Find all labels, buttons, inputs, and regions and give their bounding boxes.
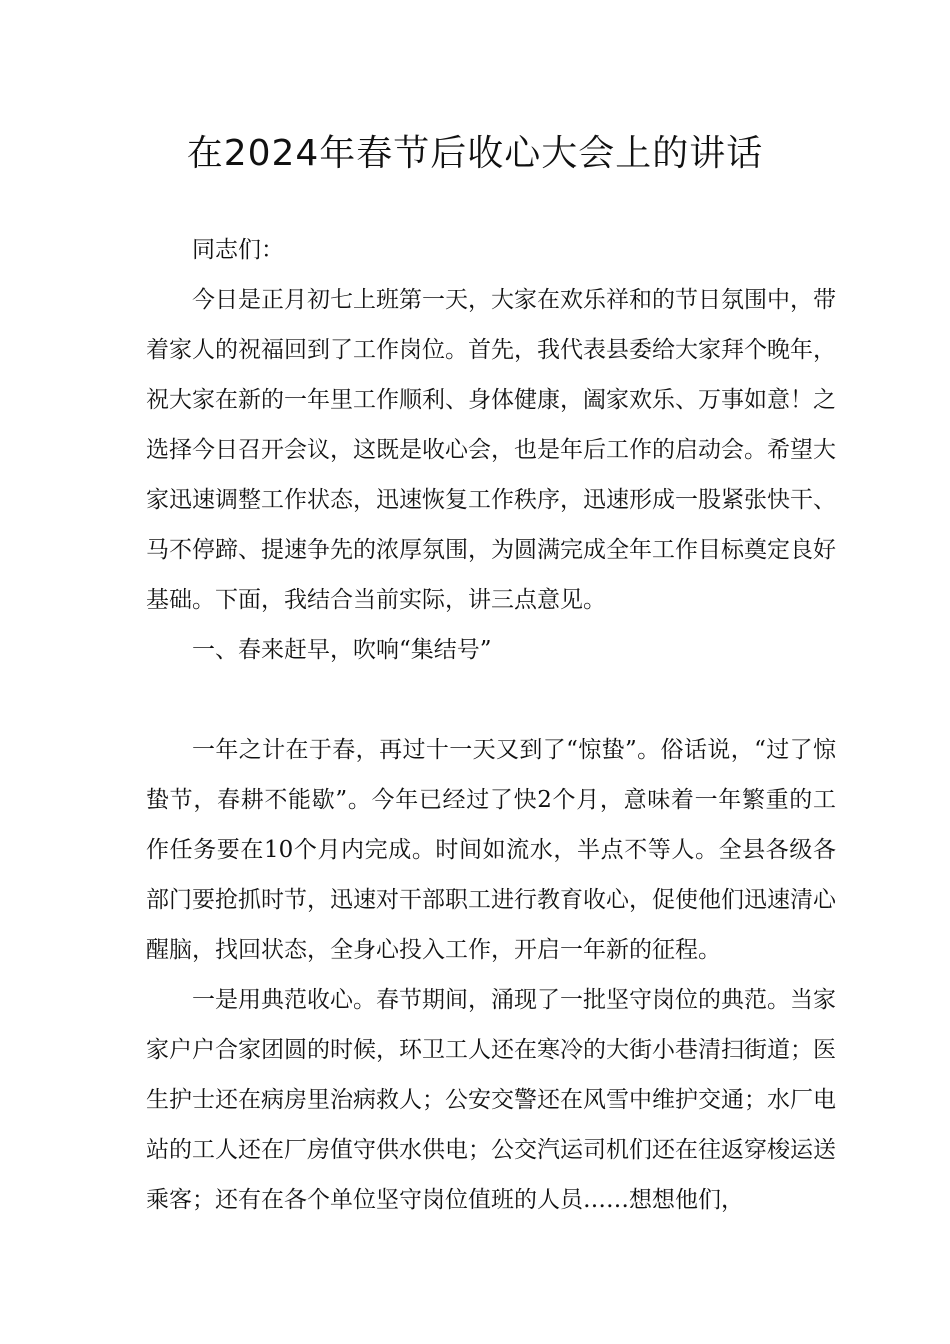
blank-line xyxy=(146,675,836,725)
body-text xyxy=(146,225,836,1225)
page-title: 在2024年春节后收心大会上的讲话 xyxy=(186,133,764,174)
paragraph-spring: 一年之计在于春，再过十一天又到了“惊蛰”。俗话说，“过了惊蛰节，春耕不能歇”。今年已经过了快2个月，意味着一年繁重的工作任务要在10个月内完成。时间如流水，半点不等人。全县各级各部门要抢抓时节，迅速对干部职工进行教育收心，促使他们迅速清心醒脑，找回状态，全身心投入工作，开启一年新的征程。 xyxy=(146,737,836,963)
paragraph-role-models: 一是用典范收心。春节期间，涌现了一批坚守岗位的典范。当家家户户合家团圆的时候，环卫工人还在寒冷的大街小巷清扫街道；医生护士还在病房里治病救人；公安交警还在风雪中维护交通；水厂电站的工人还在厂房值守供水供电；公交汽运司机们还在往返穿梭运送乘客；还有在各个单位坚守岗位值班的人员……想想他们， xyxy=(146,987,836,1213)
paragraph-intro: 今日是正月初七上班第一天，大家在欢乐祥和的节日氛围中，带着家人的祝福回到了工作岗位。首先，我代表县委给大家拜个晚年，祝大家在新的一年里工作顺利、身体健康，阖家欢乐、万事如意！之选择今日召开会议，这既是收心会，也是年后工作的启动会。希望大家迅速调整工作状态，迅速恢复工作秩序，迅速形成一股紧张快干、马不停蹄、提速争先的浓厚氛围，为圆满完成全年工作目标奠定良好基础。下面，我结合当前实际，讲三点意见。 xyxy=(146,287,836,613)
salutation: 同志们： xyxy=(192,237,284,263)
section-heading-1: 一、春来赶早，吹响“集结号” xyxy=(192,637,492,663)
